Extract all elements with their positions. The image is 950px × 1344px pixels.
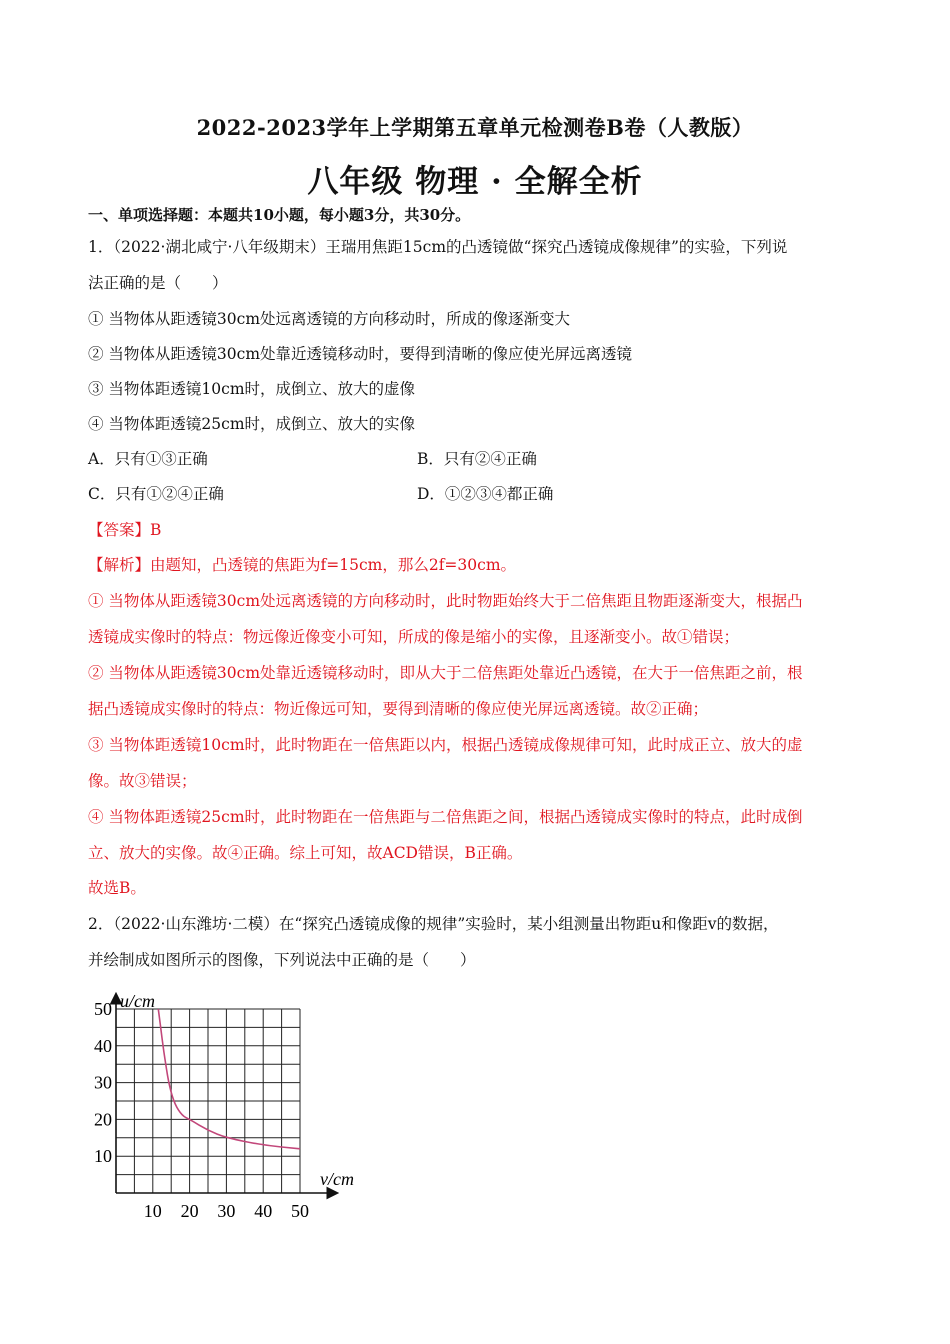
q1-stem-line1: 1．（2022·湖北咸宁·八年级期末）王瑞用焦距15cm的凸透镜做“探究凸透镜成像规律”的实验，下列说 [88,238,788,256]
q1-statement-3: ③ 当物体距透镜10cm时，成倒立、放大的虚像 [88,380,416,398]
y-tick-label: 10 [94,1146,112,1167]
q1-analysis-line: ② 当物体从距透镜30cm处靠近透镜移动时，即从大于二倍焦距处靠近凸透镜，在大于一倍焦距之前，根 [88,664,803,682]
x-tick-label: 20 [180,1201,199,1221]
q1-conclusion: 故选B。 [88,879,146,897]
q1-option-b: B．只有②④正确 [417,450,537,468]
q1-analysis-line: 立、放大的实像。故④正确。综上可知，故ACD错误，B正确。 [88,844,523,862]
x-tick-label: 40 [254,1201,273,1221]
page-subtitle: 八年级 物理 · 全解全析 [307,164,643,200]
y-tick-label: 40 [94,1035,112,1056]
q1-analysis-line: 透镜成实像时的特点：物远像近像变小可知，所成的像是缩小的实像，且逐渐变小。故①错误； [88,628,740,646]
y-tick-label: 20 [94,1109,112,1130]
q1-option-c: C．只有①②④正确 [88,485,224,503]
chart-grid [116,1009,300,1193]
y-tick-label: 30 [94,1072,112,1093]
x-tick-label: 10 [143,1201,162,1221]
x-tick-label: 50 [291,1201,309,1221]
y-axis-label: u/cm [120,991,155,1011]
chart-ticks [94,999,309,1221]
q1-analysis-line: 像。故③错误； [88,772,197,790]
q1-analysis-line: ④ 当物体距透镜25cm时，此时物距在一倍焦距与二倍焦距之间，根据凸透镜成实像时的特点，此时成倒 [88,808,803,826]
section-heading: 一、单项选择题：本题共10小题，每小题3分，共30分。 [88,206,471,224]
q1-analysis-line: ③ 当物体距透镜10cm时，此时物距在一倍焦距以内，根据凸透镜成像规律可知，此时成正立、放大的虚 [88,736,803,754]
series-line [158,1009,300,1149]
q1-analysis-line: ① 当物体从距透镜30cm处远离透镜的方向移动时，此时物距始终大于二倍焦距且物距逐渐变大，根据凸 [88,592,803,610]
q1-analysis-line: 【解析】由题知，凸透镜的焦距为f=15cm，那么2f=30cm。 [88,556,517,574]
q1-statement-4: ④ 当物体距透镜25cm时，成倒立、放大的实像 [88,415,416,433]
page-title: 2022-2023学年上学期第五章单元检测卷B卷（人教版） [196,115,754,140]
q1-answer: 【答案】B [88,521,162,539]
x-tick-label: 30 [217,1201,236,1221]
q2-stem-line1: 2．（2022·山东潍坊·二模）在“探究凸透镜成像的规律”实验时，某小组测量出物距u和像距v的数据， [88,915,779,933]
chart-series [158,1009,300,1149]
y-tick-label: 50 [94,999,112,1019]
q1-analysis-line: 据凸透镜成实像时的特点：物近像远可知，要得到清晰的像应使光屏远离透镜。故②正确； [88,700,709,718]
q1-statement-1: ① 当物体从距透镜30cm处远离透镜的方向移动时，所成的像逐渐变大 [88,310,571,328]
q1-option-a: A．只有①③正确 [88,450,208,468]
q2-stem-line2: 并绘制成如图所示的图像，下列说法中正确的是（ ） [88,951,476,969]
uv-graph [86,982,376,1222]
x-axis-label: v/cm [320,1169,354,1189]
q1-stem-line2: 法正确的是（ ） [88,274,228,292]
q1-option-d: D．①②③④都正确 [417,485,554,503]
q1-statement-2: ② 当物体从距透镜30cm处靠近透镜移动时，要得到清晰的像应使光屏远离透镜 [88,345,633,363]
